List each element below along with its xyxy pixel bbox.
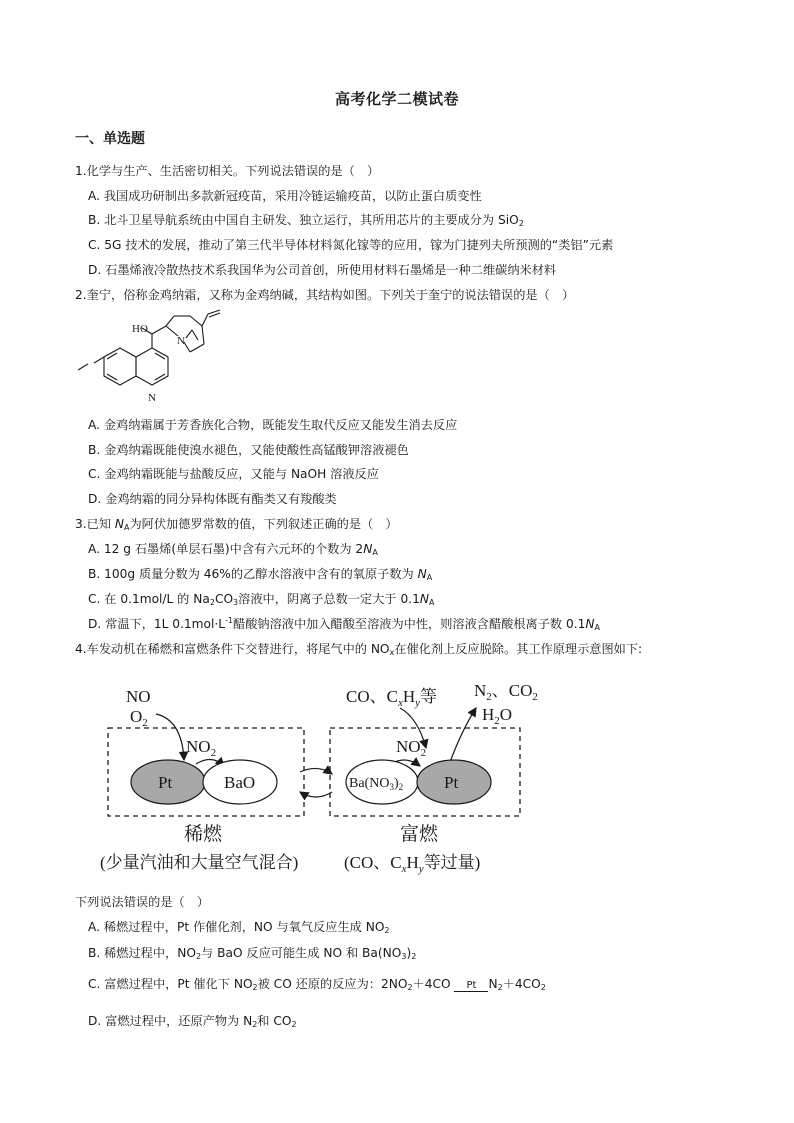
q3-stem-post: 为阿伏加德罗常数的值，下列叙述正确的是（ ） [129, 517, 398, 531]
rich-output-co2-sub: 2 [532, 691, 538, 703]
bano3-sub1: 3 [389, 782, 394, 792]
q4-option-b [88, 945, 416, 961]
q4-option-d-mid: 和 CO [257, 1014, 292, 1028]
q3-stem [75, 516, 398, 532]
q4-option-b-sub2: 3 [401, 952, 407, 961]
q3-option-c-sub2: 3 [233, 598, 239, 607]
reaction-condition-pt: Pt [454, 981, 488, 992]
q4-option-c-mid2: ＋4CO [412, 977, 455, 991]
rich-no2-label [396, 737, 426, 759]
bano3-sub2: 2 [398, 782, 404, 792]
lean-no2-label [186, 737, 216, 759]
rich-caption-h: H [406, 853, 419, 872]
q2-stem: 2.奎宁，俗称金鸡纳霜，又称为金鸡纳碱，其结构如图。下列关于奎宁的说法错误的是（ ） [75, 288, 575, 302]
rich-caption-post: 等过量) [423, 853, 481, 872]
q4-option-c-sub4: 2 [540, 983, 546, 992]
rich-input-text: CO、C [346, 687, 398, 706]
rich-input-y: y [415, 697, 421, 709]
rich-caption-y: y [418, 863, 424, 875]
lean-burn-label: 稀燃 [184, 824, 223, 845]
na-symbol: N [585, 617, 595, 631]
bano3-text: Ba(NO [349, 776, 390, 791]
q4-stem-post: 在催化剂上反应脱除。其工作原理示意图如下: [394, 642, 643, 656]
page-title: 高考化学二模试卷 [334, 90, 459, 108]
rich-caption [344, 853, 480, 875]
na-symbol: N [419, 592, 429, 606]
q4-sub-stem: 下列说法错误的是（ ） [75, 895, 210, 909]
lean-no2-sub: 2 [210, 747, 217, 759]
rich-input-h: H [402, 687, 416, 706]
q4-option-b-text: B. 稀燃过程中，NO [88, 946, 196, 960]
quinine-structure-diagram [74, 306, 234, 414]
rich-output-h2o [482, 705, 512, 727]
q1-option-d: D. 石墨烯液冷散热技术系我国华为公司首创，所使用材料石墨烯是一种二维碳纳米材料 [88, 263, 557, 277]
q4-option-b-close: ) [406, 946, 412, 960]
rich-output-n2: N [474, 681, 487, 700]
q2-option-c: C. 金鸡纳霜既能与盐酸反应，又能与 NaOH 溶液反应 [88, 467, 379, 481]
bao-storage-label: BaO [224, 773, 256, 792]
rich-output-h2o-h: H [482, 705, 495, 724]
reaction-arrow [454, 981, 488, 994]
structure-ho-label: HO [132, 323, 148, 335]
q4-option-a-text: A. 稀燃过程中，Pt 作催化剂，NO 与氧气反应生成 NO [88, 920, 385, 934]
rich-no2-sub: 2 [420, 747, 427, 759]
q4-option-c-sub3: 2 [497, 983, 503, 992]
q4-option-c-sub: 2 [252, 983, 258, 992]
lean-input-o2 [130, 707, 148, 729]
rich-input-tail: 等 [420, 687, 438, 706]
q1-option-b [88, 212, 524, 228]
rich-output-h2o-o: O [499, 705, 513, 724]
q1-option-b-text: B. 北斗卫星导航系统由中国自主研发、独立运行，其所用芯片的主要成分为 SiO [88, 213, 519, 227]
nox-storage-reduction-diagram [100, 678, 540, 878]
rich-output-arrow [450, 708, 476, 762]
q2-option-b: B. 金鸡纳霜既能使溴水褪色，又能使酸性高锰酸钾溶液褪色 [88, 443, 409, 457]
q4-stem [75, 641, 642, 657]
q3-option-c-post: 溶液中，阴离子总数一定大于 0.1 [238, 592, 420, 606]
rich-output-h2o-sub: 2 [494, 715, 500, 727]
q3-option-d-post: 醋酸钠溶液中加入醋酸至溶液为中性，则溶液含醋酸根离子数 0.1 [233, 617, 586, 631]
rich-output-n2-co2 [474, 681, 538, 703]
na-symbol-sub: A [594, 623, 600, 632]
q3-option-b-text: B. 100g 质量分数为 46%的乙醇水溶液中含有的氧原子数为 [88, 567, 418, 581]
q4-option-b-sub3: 2 [411, 952, 417, 961]
structure-n-bridge-label: N [177, 335, 185, 347]
q3-option-c-mid: CO [214, 592, 234, 606]
na-symbol: N [363, 542, 373, 556]
q1-option-c: C. 5G 技术的发展，推动了第三代半导体材料氮化镓等的应用，镓为门捷列夫所预测的“类铝”元素 [88, 238, 614, 252]
cycle-arrow-left [300, 792, 332, 797]
q3-option-b [88, 566, 432, 582]
q3-option-a [88, 541, 378, 557]
q4-option-b-mid: 与 BaO 反应可能生成 NO 和 Ba(NO [201, 946, 402, 960]
q1-stem: 1.化学与生产、生活密切相关。下列说法错误的是（ ） [75, 164, 380, 178]
q3-option-c-text: C. 在 0.1mol/L 的 Na [88, 592, 210, 606]
q4-option-a-sub: 2 [384, 926, 390, 935]
q1-option-b-sub: 2 [518, 219, 524, 228]
structure-n-ring-label: N [148, 392, 156, 404]
na-symbol-sub: A [124, 523, 130, 532]
lean-input-arrow [156, 714, 184, 760]
rich-input-label [346, 687, 437, 709]
bano3-close: ) [393, 776, 399, 791]
q1-option-a: A. 我国成功研制出多款新冠疫苗，采用冷链运输疫苗，以防止蛋白质变性 [88, 189, 482, 203]
q4-option-d-text: D. 富燃过程中，还原产物为 N [88, 1014, 253, 1028]
q4-option-b-sub: 2 [195, 952, 202, 961]
q4-option-c-text: C. 富燃过程中，Pt 催化下 NO [88, 977, 253, 991]
q3-option-c [88, 591, 434, 607]
lean-caption: (少量汽油和大量空气混合) [100, 853, 299, 872]
q4-option-d-sub2: 2 [291, 1020, 297, 1029]
na-symbol-sub: A [372, 548, 378, 557]
pt-catalyst-lean-label: Pt [158, 773, 173, 792]
rich-no2-text: NO [396, 737, 421, 756]
rich-caption-pre: (CO、C [344, 853, 402, 872]
lean-input-o2-sub: 2 [142, 717, 148, 729]
q3-option-d [88, 616, 600, 632]
q3-stem-pre: 3.已知 [75, 517, 115, 531]
na-symbol-sub: A [428, 598, 435, 607]
q4-option-c-mid: 被 CO 还原的反应为：2NO [257, 977, 408, 991]
q4-stem-pre: 4.车发动机在稀燃和富燃条件下交替进行，将尾气中的 NO [75, 642, 390, 656]
q4-option-c [88, 976, 546, 994]
q2-option-d: D. 金鸡纳霜的同分异构体既有酯类又有羧酸类 [88, 492, 337, 506]
rich-output-n2-sub: 2 [486, 691, 492, 703]
q4-option-c-n: N [488, 977, 498, 991]
q4-stem-sub: x [389, 648, 395, 657]
na-symbol: N [417, 567, 427, 581]
q3-option-d-text: D. 常温下，1L 0.1mol·L [88, 617, 226, 631]
q3-option-a-text: A. 12 g 石墨烯(单层石墨)中含有六元环的个数为 2 [88, 542, 364, 556]
cycle-arrow-right [300, 768, 332, 774]
rich-input-x: x [397, 697, 403, 709]
q3-option-c-sub: 2 [209, 598, 215, 607]
lean-input-no: NO [126, 687, 151, 706]
na-symbol-sub: A [426, 573, 433, 582]
lean-input-o2-text: O [130, 707, 143, 726]
bano3-label [349, 776, 403, 792]
rich-caption-x: x [401, 863, 407, 875]
pt-catalyst-rich-label: Pt [444, 773, 459, 792]
q3-option-d-sup: -1 [225, 616, 234, 625]
rich-burn-label: 富燃 [400, 824, 439, 845]
q4-option-a [88, 919, 390, 935]
q2-option-a: A. 金鸡纳霜属于芳香族化合物，既能发生取代反应又能发生消去反应 [88, 418, 458, 432]
q4-option-c-sub2: 2 [407, 983, 413, 992]
rich-output-co2: 、CO [491, 681, 533, 700]
na-symbol: N [114, 517, 125, 531]
lean-no2-text: NO [186, 737, 211, 756]
section-heading: 一、单选题 [75, 131, 145, 147]
q4-option-c-tail: ＋4CO [502, 977, 541, 991]
q4-option-d-sub: 2 [252, 1020, 258, 1029]
q4-option-d [88, 1013, 297, 1029]
